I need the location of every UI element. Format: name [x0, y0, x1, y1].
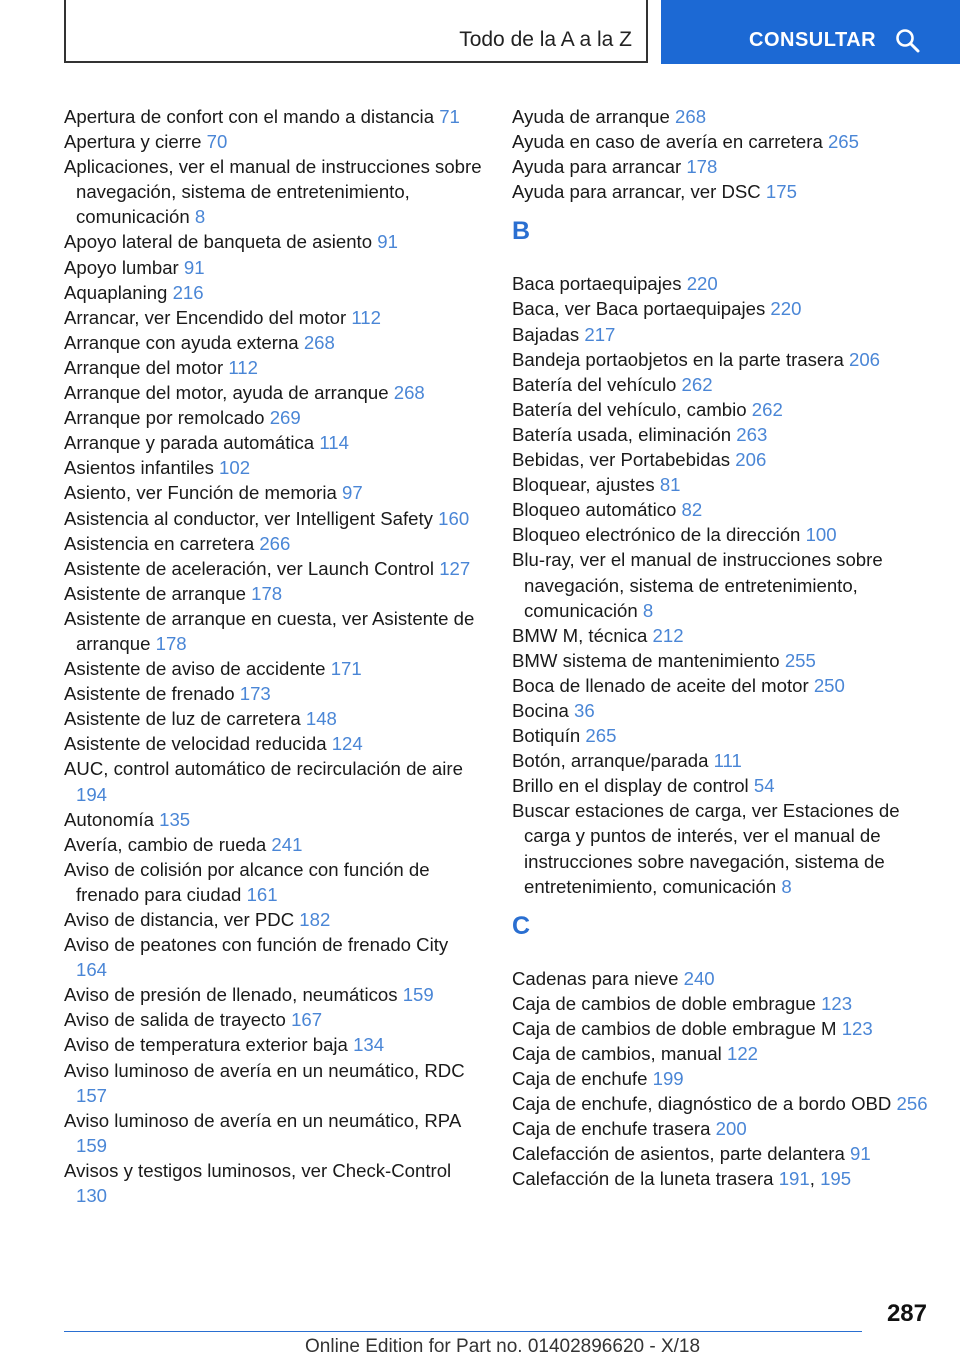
page-reference-link[interactable]: 266: [259, 532, 291, 554]
page-reference-link[interactable]: 206: [735, 449, 767, 471]
page-reference-link[interactable]: 220: [686, 273, 718, 295]
index-entry-term: Asiento, ver Función de memoria: [64, 482, 337, 504]
index-entry-term: Caja de cambios de doble embrague M: [512, 1017, 837, 1039]
page-reference-link[interactable]: 265: [827, 131, 859, 153]
index-entry-term: Aviso de salida de trayecto: [64, 1009, 286, 1031]
index-entry: [64, 255, 484, 280]
index-entry-term: Apoyo lumbar: [64, 256, 179, 278]
page-reference-link[interactable]: 240: [683, 967, 715, 989]
page-reference-link[interactable]: 54: [753, 775, 775, 797]
page-reference-link[interactable]: 262: [681, 373, 713, 395]
index-entry-term: Caja de cambios de doble embrague: [512, 992, 816, 1014]
tab-index-a-z-label: Todo de la A a la Z: [459, 28, 632, 51]
index-entry: [64, 681, 484, 706]
index-entry: [512, 347, 937, 372]
index-entry-term: Boca de llenado de aceite del motor: [512, 674, 809, 696]
index-entry: [512, 522, 937, 547]
index-entry-term: Aviso de peatones con función de frenado City: [64, 934, 449, 956]
index-entry-term: Baca, ver Baca portaequipajes: [512, 298, 766, 320]
index-entry: [64, 455, 484, 480]
index-entry-term: Bajadas: [512, 323, 580, 345]
index-entry-term: Bandeja portaobjetos en la parte trasera: [512, 348, 844, 370]
index-entry-term: Asistencia en carretera: [64, 532, 255, 554]
index-entry-term: Buscar estaciones de carga, ver Estaciones de carga y puntos de interés, ver el manual de instrucciones sobre navegación, sistema de entretenimiento, comunicación: [512, 800, 900, 897]
index-entry: [512, 648, 937, 673]
index-entry: [512, 397, 937, 422]
index-entry: [512, 1016, 937, 1041]
page-reference-link[interactable]: 159: [76, 1134, 108, 1156]
index-entry-term: AUC, control automático de recirculación de aire: [64, 758, 463, 780]
page-reference-link[interactable]: 194: [76, 783, 108, 805]
index-entry-term: Caja de enchufe, diagnóstico de a bordo OBD: [512, 1093, 892, 1115]
index-entry-term: Bloqueo automático: [512, 499, 677, 521]
index-entry: [512, 1041, 937, 1066]
page-reference-link[interactable]: 217: [584, 323, 616, 345]
page-reference-link[interactable]: 97: [342, 482, 363, 504]
index-entry: [512, 698, 937, 723]
index-entry: [512, 1066, 937, 1091]
page-reference-link[interactable]: 91: [850, 1143, 871, 1165]
index-entry: [64, 857, 484, 907]
index-column-right: [512, 104, 937, 1192]
page-reference-link[interactable]: 269: [269, 407, 301, 429]
page-reference-link[interactable]: 124: [331, 733, 363, 755]
index-entry: [64, 756, 484, 806]
index-entry: [64, 330, 484, 355]
index-entry: [64, 1158, 484, 1208]
page-reference-link[interactable]: 173: [239, 683, 271, 705]
index-entry: [512, 1141, 937, 1166]
index-entry: [512, 773, 937, 798]
index-entry: [64, 932, 484, 982]
page-reference-link[interactable]: 111: [713, 750, 742, 772]
index-entry: [512, 422, 937, 447]
index-entry: [64, 430, 484, 455]
page-reference-link[interactable]: 200: [715, 1118, 747, 1140]
index-entry: [64, 480, 484, 505]
index-column-left: [64, 104, 484, 1208]
index-entry-term: Arranque con ayuda externa: [64, 331, 299, 353]
page-reference-link[interactable]: 250: [813, 674, 845, 696]
index-entry-term: Brillo en el display de control: [512, 775, 749, 797]
index-entry-term: Apertura y cierre: [64, 131, 202, 153]
index-entry: [512, 271, 937, 296]
page-reference-link[interactable]: 216: [172, 281, 204, 303]
index-entry-term: Caja de cambios, manual: [512, 1043, 722, 1064]
index-entry: [64, 154, 484, 229]
index-entry-term: Caja de enchufe: [512, 1068, 648, 1090]
index-entry-term: Aquaplaning: [64, 281, 168, 303]
index-entry: [64, 581, 484, 606]
page-reference-link[interactable]: 159: [402, 984, 434, 1006]
footer-edition-text: Online Edition for Part no. 01402896620 - X/18: [305, 1336, 701, 1357]
index-entry: [64, 129, 484, 154]
index-entry: [64, 1007, 484, 1032]
index-entry-term: Asientos infantiles: [64, 457, 214, 479]
index-entry-term: Aviso luminoso de avería en un neumático, RDC: [64, 1059, 465, 1081]
index-entry-term: Asistente de arranque: [64, 582, 246, 604]
page-reference-link[interactable]: 127: [439, 557, 471, 579]
index-entry: [64, 982, 484, 1007]
index-entry-term: Arranque del motor: [64, 356, 224, 378]
page-reference-link[interactable]: 262: [751, 398, 783, 420]
index-entry: [64, 229, 484, 254]
index-entry: [64, 1032, 484, 1057]
index-entry-term: Botón, arranque/parada: [512, 750, 709, 772]
page-reference-link[interactable]: 178: [251, 582, 283, 604]
index-section-letter: B: [512, 217, 531, 246]
index-entry: [64, 832, 484, 857]
index-entry: [512, 154, 937, 179]
index-entry-term: Bocina: [512, 699, 569, 721]
index-entry-term: Batería usada, eliminación: [512, 423, 732, 445]
page-reference-link[interactable]: 130: [76, 1185, 108, 1207]
index-entry-term: Aviso luminoso de avería en un neumático, RPA: [64, 1109, 461, 1131]
index-entry-term: Cadenas para nieve: [512, 967, 679, 989]
page-reference-link[interactable]: 36: [574, 699, 595, 721]
index-entry: [512, 447, 937, 472]
page-reference-link[interactable]: 256: [896, 1093, 928, 1115]
page-reference-link[interactable]: 8: [642, 599, 654, 621]
index-entry: [512, 129, 937, 154]
page-reference-link[interactable]: 178: [686, 156, 718, 178]
index-entry: [512, 472, 937, 497]
index-entry-term: Bebidas, ver Portabebidas: [512, 449, 731, 471]
page-reference-link[interactable]: 206: [848, 348, 881, 370]
index-entry: [64, 807, 484, 832]
index-entry-term: Asistencia al conductor, ver Intelligent Safety: [64, 507, 433, 529]
index-entry: [64, 104, 484, 129]
page-reference-link[interactable]: 263: [736, 423, 768, 445]
index-entry: [64, 531, 484, 556]
index-entry: [64, 606, 484, 656]
index-entry-term: Ayuda de arranque: [512, 106, 670, 127]
page-reference-link[interactable]: 178: [155, 632, 187, 654]
index-section-letter: C: [512, 911, 531, 940]
page-reference-link[interactable]: 241: [271, 833, 303, 855]
index-entry-term: Asistente de aceleración, ver Launch Control: [64, 557, 435, 579]
page-reference-link[interactable]: 102: [219, 457, 251, 479]
index-entry: [64, 1058, 484, 1108]
index-entry: [64, 380, 484, 405]
index-entry: [512, 1116, 937, 1141]
index-entry: [512, 322, 937, 347]
index-entry-term: Ayuda para arrancar, ver DSC: [512, 181, 761, 203]
page-reference-link[interactable]: 167: [291, 1009, 323, 1031]
page-reference-link[interactable]: 114: [319, 432, 349, 454]
page-reference-link[interactable]: 135: [159, 808, 191, 830]
index-entry: [64, 656, 484, 681]
page-reference-link[interactable]: 157: [76, 1084, 108, 1106]
index-entry: [512, 1091, 937, 1116]
page-reference-link[interactable]: 160: [438, 507, 470, 529]
index-entry-term: Autonomía: [64, 808, 154, 830]
index-entry: [512, 547, 937, 622]
index-entry: [64, 556, 484, 581]
index-entry-term: Apoyo lateral de banqueta de asiento: [64, 231, 373, 253]
index-entry-term: Bloquear, ajustes: [512, 474, 655, 496]
index-entry: [512, 372, 937, 397]
index-entry-term: Arrancar, ver Encendido del motor: [64, 306, 347, 328]
index-entry-term: Baca portaequipajes: [512, 273, 682, 295]
page-reference-link[interactable]: 70: [206, 131, 228, 153]
index-entry: [64, 1108, 484, 1158]
page-reference-link[interactable]: 199: [652, 1068, 684, 1090]
index-entry: [512, 104, 937, 129]
index-entry: [512, 991, 937, 1016]
page-reference-link[interactable]: 191: [778, 1168, 810, 1190]
page-reference-link[interactable]: 112: [228, 356, 258, 378]
page-reference-link[interactable]: 220: [770, 298, 802, 320]
page-reference-link[interactable]: 268: [393, 382, 425, 404]
page-reference-link[interactable]: 123: [821, 992, 853, 1014]
page-reference-link[interactable]: 175: [765, 181, 797, 203]
page-reference-link[interactable]: 148: [305, 708, 337, 730]
page-reference-link[interactable]: 268: [675, 106, 707, 127]
index-entry-term: BMW sistema de mantenimiento: [512, 649, 780, 671]
index-entry: [64, 355, 484, 380]
index-entry-term: Arranque por remolcado: [64, 407, 265, 429]
page-reference-link[interactable]: 81: [659, 474, 681, 496]
index-entry-term: Asistente de velocidad reducida: [64, 733, 327, 755]
index-entry-term: Arranque y parada automática: [64, 432, 315, 454]
index-entry: [512, 748, 937, 773]
page-reference-link[interactable]: 195: [820, 1168, 852, 1190]
tab-consult-label: CONSULTAR: [749, 29, 877, 51]
page-reference-link[interactable]: 71: [439, 106, 460, 127]
index-entry: [64, 706, 484, 731]
index-entry-term: Aviso de colisión por alcance con función de frenado para ciudad: [64, 858, 430, 905]
index-entry: [64, 280, 484, 305]
page-reference-link[interactable]: 265: [585, 725, 617, 747]
page-reference-link[interactable]: 134: [353, 1034, 385, 1056]
footer-divider: [64, 1331, 862, 1332]
page-reference-link[interactable]: 91: [183, 256, 205, 278]
page-reference-link[interactable]: 212: [652, 624, 684, 646]
index-entry: [512, 497, 937, 522]
page-reference-link[interactable]: 171: [330, 658, 362, 680]
index-entry: [64, 305, 484, 330]
index-entry-term: Calefacción de asientos, parte delantera: [512, 1143, 845, 1165]
index-entry: [64, 907, 484, 932]
page-reference-link[interactable]: 255: [784, 649, 816, 671]
index-entry: [512, 723, 937, 748]
index-entry: [512, 296, 937, 321]
index-entry-term: Asistente de luz de carretera: [64, 708, 301, 730]
tab-consult[interactable]: [661, 0, 960, 64]
index-entry-term: Avería, cambio de rueda: [64, 833, 267, 855]
index-entry: [512, 673, 937, 698]
index-entry-term: Ayuda para arrancar: [512, 156, 682, 178]
page-reference-link[interactable]: 8: [781, 875, 792, 897]
index-entry-term: Batería del vehículo, cambio: [512, 398, 747, 420]
page-reference-link[interactable]: 268: [303, 331, 335, 353]
index-entry-term: Aplicaciones, ver el manual de instrucciones sobre navegación, sistema de entretenimiento, comunicación: [64, 156, 482, 228]
page-reference-link[interactable]: 161: [246, 883, 278, 905]
index-entry: [64, 731, 484, 756]
tab-index-a-z[interactable]: [64, 0, 648, 63]
index-entry-term: Blu-ray, ver el manual de instrucciones sobre navegación, sistema de entretenimiento, comunicación: [512, 549, 883, 621]
index-entry-term: Botiquín: [512, 725, 581, 747]
page-reference-link[interactable]: 82: [681, 499, 703, 521]
page-reference-link[interactable]: 112: [351, 306, 381, 328]
index-entry-term: Asistente de arranque en cuesta, ver Asistente de arranque: [64, 607, 475, 654]
page-reference-link[interactable]: 182: [299, 909, 331, 930]
page-reference-link[interactable]: 8: [194, 206, 206, 228]
search-icon: [895, 28, 921, 54]
index-entry: Calefacción de la luneta trasera 191, 195: [512, 1168, 852, 1190]
index-entry-term: Caja de enchufe trasera: [512, 1118, 711, 1140]
index-entry-term: Aviso de temperatura exterior baja: [64, 1034, 348, 1056]
index-entry-term: Apertura de confort con el mando a distancia: [64, 106, 435, 127]
index-entry-term: Batería del vehículo: [512, 373, 677, 395]
index-entry-term: Arranque del motor, ayuda de arranque: [64, 382, 389, 404]
index-entry-term: BMW M, técnica: [512, 624, 648, 646]
index-entry-term: Asistente de aviso de accidente: [64, 658, 326, 680]
index-entry-term: Aviso de distancia, ver PDC: [64, 909, 295, 930]
index-entry-term: Calefacción de la luneta trasera: [512, 1168, 774, 1190]
index-entry: [512, 179, 937, 204]
index-entry: [512, 966, 937, 991]
index-entry: [512, 798, 937, 898]
index-entry-term: Aviso de presión de llenado, neumáticos: [64, 984, 398, 1006]
page-reference-link[interactable]: 122: [726, 1043, 759, 1064]
index-entry: [64, 405, 484, 430]
index-entry: [512, 623, 937, 648]
page-number: 287: [886, 1300, 927, 1327]
page-reference-link[interactable]: 164: [76, 959, 108, 981]
index-entry-term: Bloqueo electrónico de la dirección: [512, 524, 801, 546]
page-reference-link[interactable]: 100: [805, 524, 837, 546]
page-reference-link[interactable]: 123: [841, 1017, 873, 1039]
index-entry-term: Avisos y testigos luminosos, ver Check-Control: [64, 1159, 452, 1181]
page-reference-link[interactable]: 91: [377, 231, 398, 253]
index-entry-term: Asistente de frenado: [64, 683, 235, 705]
index-entry-term: Ayuda en caso de avería en carretera: [512, 131, 823, 153]
index-entry: [64, 506, 484, 531]
